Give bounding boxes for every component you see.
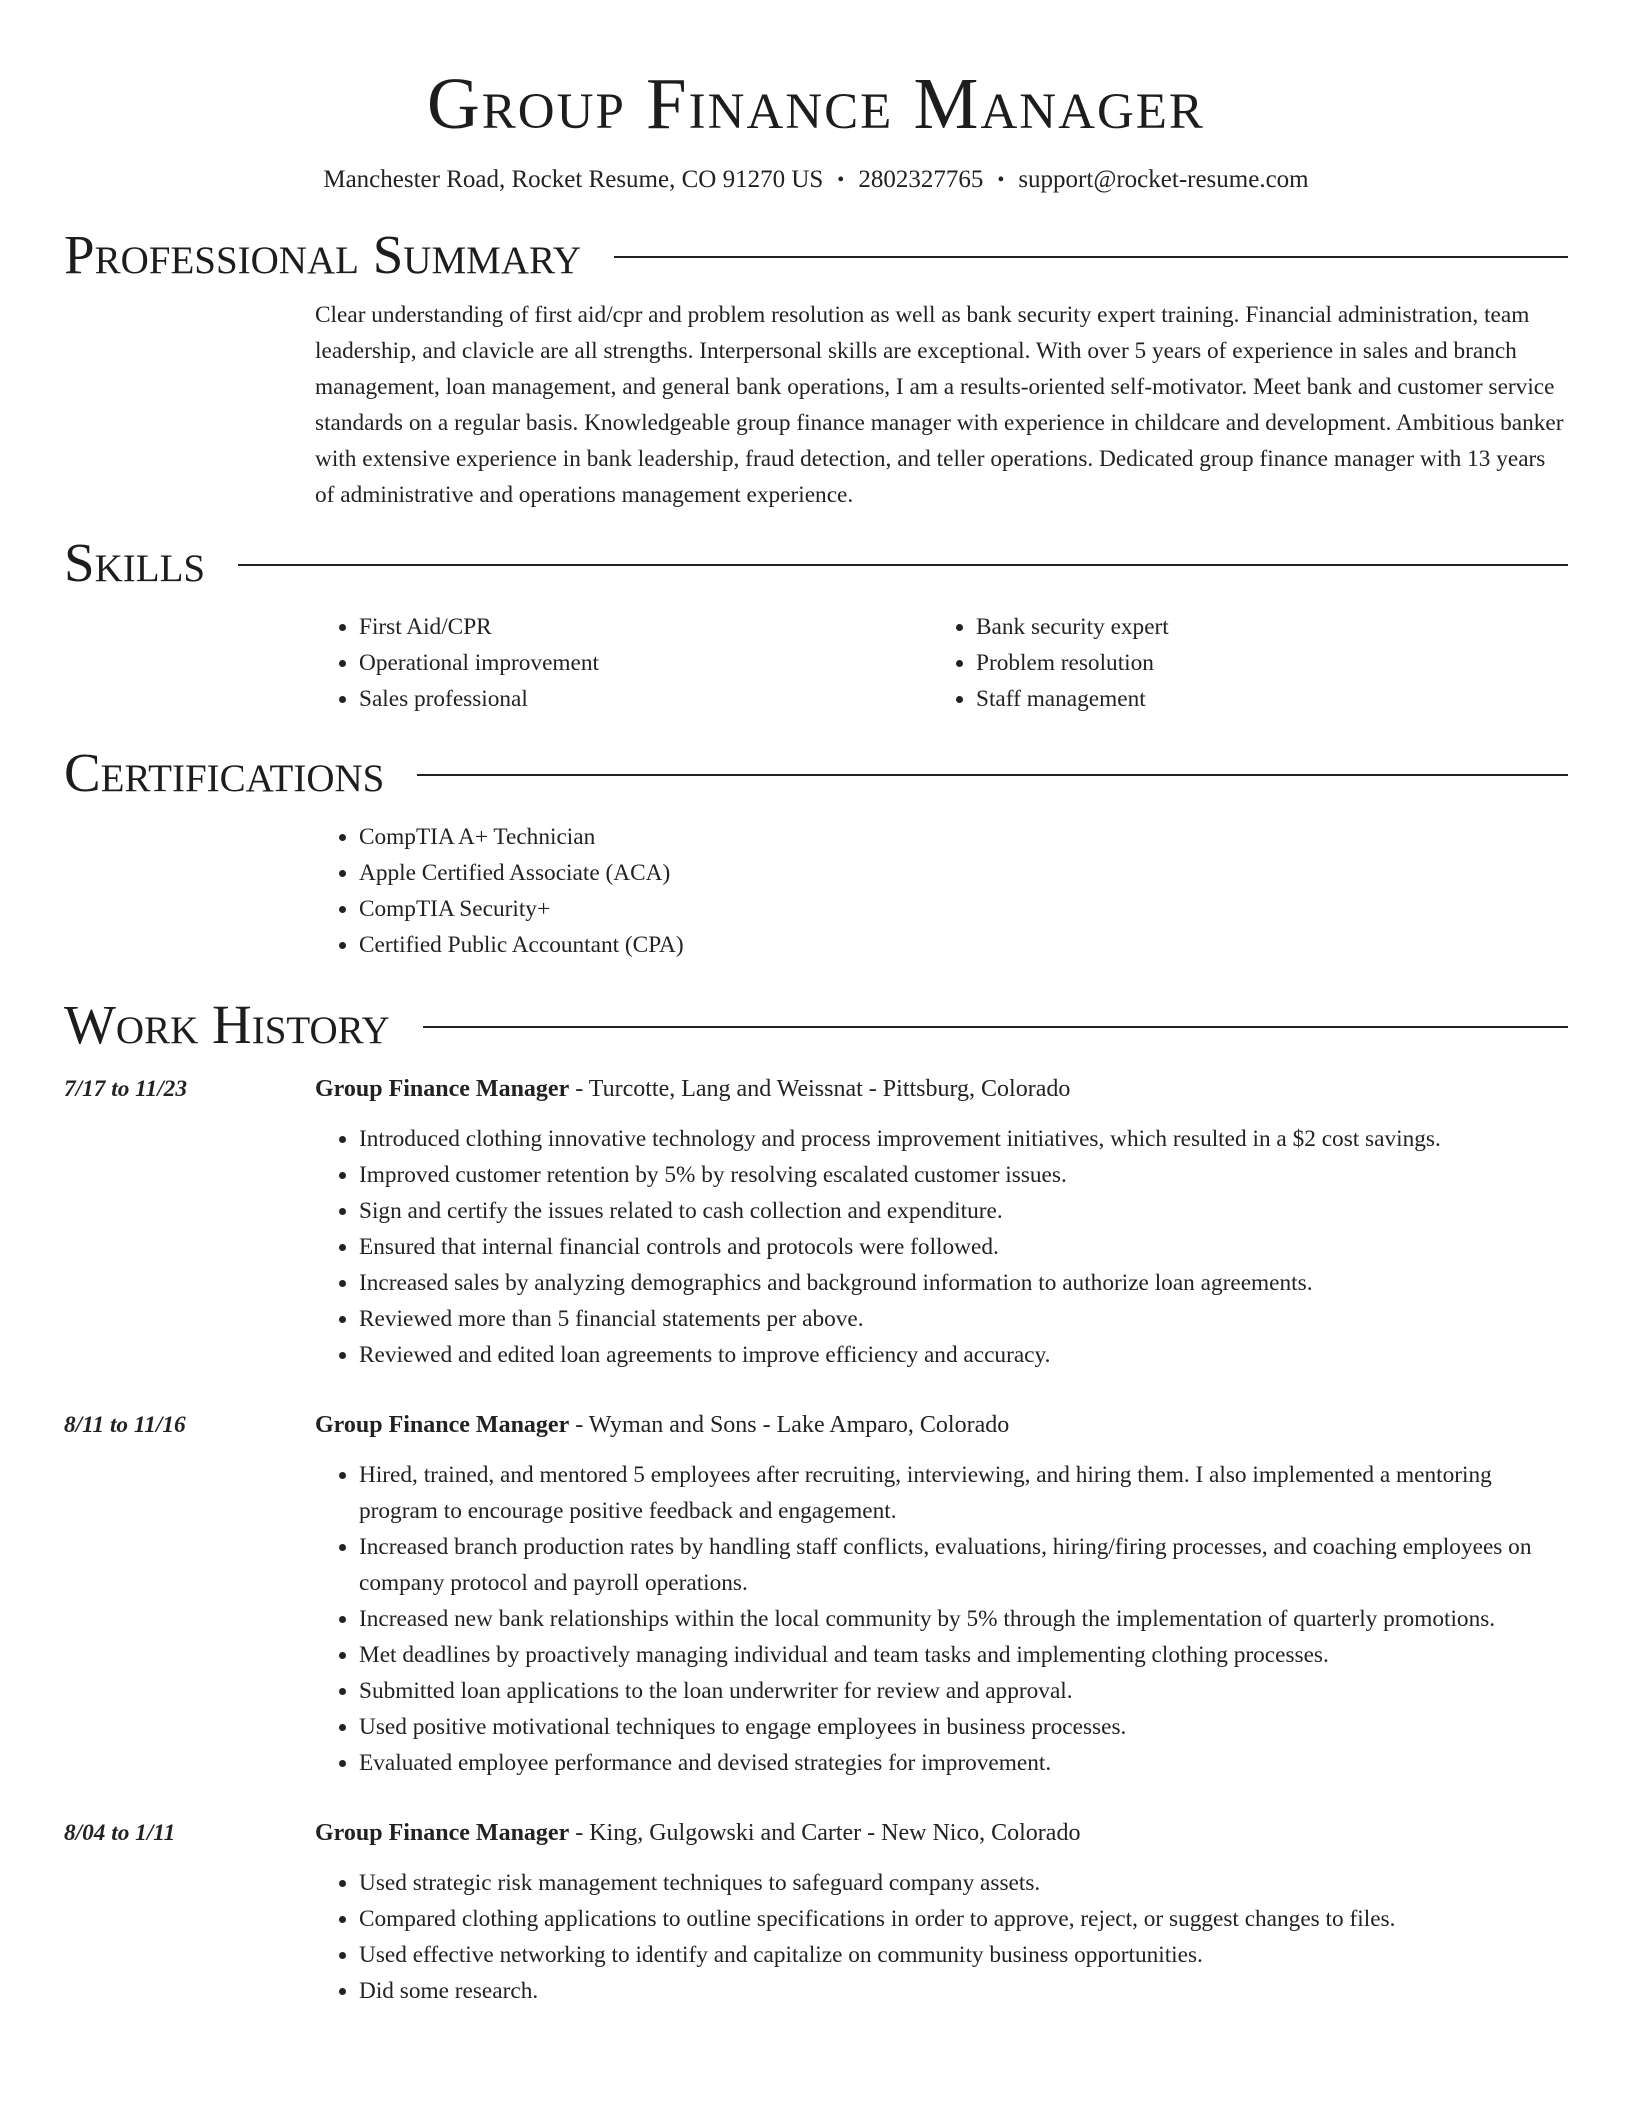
summary-text: Clear understanding of first aid/cpr and problem resolution as well as bank security expert training. Financial administration, team leadership, and clavicle are all strengths. Interpersonal skills are exceptional. With over 5 years of experience in sales and branch management, loan management, and general bank operations, I am a results-oriented self-motivator. Meet bank and customer service standards on a regular basis. Knowledgeable group finance manager with experience in childcare and development. Ambitious banker with extensive experience in bank leadership, fraud detection, and teller operations. Dedicated group finance manager with 13 years of administrative and operations management experience. [315, 302, 1564, 508]
job-bullet: • Did some research. [359, 1973, 1568, 2009]
resume-title: Group Finance Manager [427, 63, 1205, 144]
job-bullets [315, 1457, 1568, 1781]
job-bullet: • Sign and certify the issues related to cash collection and expenditure. [359, 1193, 1568, 1229]
certification-item: • Certified Public Accountant (CPA) [359, 927, 1568, 963]
job-entry [64, 1407, 1568, 1781]
contact-address: Manchester Road, Rocket Resume, CO 91270 US [323, 166, 824, 193]
job-dates: 7/17 to 11/23 [64, 1076, 187, 1102]
job-bullets [315, 1865, 1568, 2009]
job-role: Group Finance Manager [315, 1820, 570, 1846]
job-dates: 8/11 to 11/16 [64, 1412, 186, 1438]
section-certifications-header [64, 741, 1568, 805]
section-heading: Certifications [64, 742, 385, 803]
contact-phone: 2802327765 [858, 166, 984, 193]
job-bullet: • Hired, trained, and mentored 5 employees after recruiting, interviewing, and hiring them. I also implemented a mentoring program to encourage positive feedback and engagement. [359, 1457, 1568, 1529]
job-employer-location: - Turcotte, Lang and Weissnat - Pittsburg, Colorado [569, 1076, 1071, 1102]
contact-separator: • [837, 169, 845, 191]
section-heading: Skills [64, 532, 206, 593]
job-employer-location: - Wyman and Sons - Lake Amparo, Colorado [569, 1412, 1010, 1438]
job-title-line [315, 1407, 1568, 1443]
job-bullet: • Reviewed and edited loan agreements to improve efficiency and accuracy. [359, 1337, 1568, 1373]
job-bullet: • Increased new bank relationships within the local community by 5% through the implementation of quarterly promotions. [359, 1601, 1568, 1637]
skills-list [315, 609, 1568, 717]
section-skills-header [64, 531, 1568, 595]
job-bullet: • Met deadlines by proactively managing individual and team tasks and implementing clothing processes. [359, 1637, 1568, 1673]
section-divider [238, 564, 1568, 566]
contact-line [64, 164, 1568, 197]
skill-item: • Sales professional [359, 681, 932, 717]
skill-item: • Staff management [976, 681, 1549, 717]
section-summary-header [64, 223, 1568, 287]
skill-item: • First Aid/CPR [359, 609, 932, 645]
job-bullet: • Improved customer retention by 5% by resolving escalated customer issues. [359, 1157, 1568, 1193]
skill-item: • Problem resolution [976, 645, 1549, 681]
job-dates: 8/04 to 1/11 [64, 1820, 176, 1846]
job-entry [64, 1815, 1568, 2009]
skill-item: • Bank security expert [976, 609, 1549, 645]
job-title-line [315, 1815, 1568, 1851]
section-heading: Work History [64, 994, 390, 1055]
certification-item: • CompTIA Security+ [359, 891, 1568, 927]
section-divider [423, 1026, 1568, 1028]
job-role: Group Finance Manager [315, 1076, 570, 1102]
job-bullet: • Increased sales by analyzing demographics and background information to authorize loan agreements. [359, 1265, 1568, 1301]
job-bullet: • Used positive motivational techniques to engage employees in business processes. [359, 1709, 1568, 1745]
section-divider [614, 256, 1568, 258]
job-employer-location: - King, Gulgowski and Carter - New Nico, Colorado [569, 1820, 1081, 1846]
job-bullet: • Used strategic risk management techniques to safeguard company assets. [359, 1865, 1568, 1901]
job-role: Group Finance Manager [315, 1412, 570, 1438]
skill-item: • Operational improvement [359, 645, 932, 681]
contact-separator: • [997, 169, 1005, 191]
job-bullet: • Submitted loan applications to the loan underwriter for review and approval. [359, 1673, 1568, 1709]
certification-item: • Apple Certified Associate (ACA) [359, 855, 1568, 891]
job-entry [64, 1071, 1568, 1373]
skills-column-right [932, 609, 1549, 717]
job-bullet: • Used effective networking to identify and capitalize on community business opportunities. [359, 1937, 1568, 1973]
section-heading: Professional Summary [64, 224, 582, 285]
job-bullet: • Ensured that internal financial controls and protocols were followed. [359, 1229, 1568, 1265]
job-bullet: • Compared clothing applications to outline specifications in order to approve, reject, or suggest changes to files. [359, 1901, 1568, 1937]
job-title-line [315, 1071, 1568, 1107]
job-bullets [315, 1121, 1568, 1373]
job-bullet: • Introduced clothing innovative technology and process improvement initiatives, which resulted in a $2 cost savings. [359, 1121, 1568, 1157]
job-bullet: • Reviewed more than 5 financial statements per above. [359, 1301, 1568, 1337]
job-bullet: • Evaluated employee performance and devised strategies for improvement. [359, 1745, 1568, 1781]
certification-item: • CompTIA A+ Technician [359, 819, 1568, 855]
section-work-header [64, 993, 1568, 1057]
resume-page [64, 0, 1568, 2009]
skills-column-left [315, 609, 932, 717]
contact-email: support@rocket-resume.com [1018, 166, 1309, 193]
certifications-list [315, 819, 1568, 963]
job-bullet: • Increased branch production rates by handling staff conflicts, evaluations, hiring/firing processes, and coaching employees on company protocol and payroll operations. [359, 1529, 1568, 1601]
section-divider [417, 774, 1568, 776]
